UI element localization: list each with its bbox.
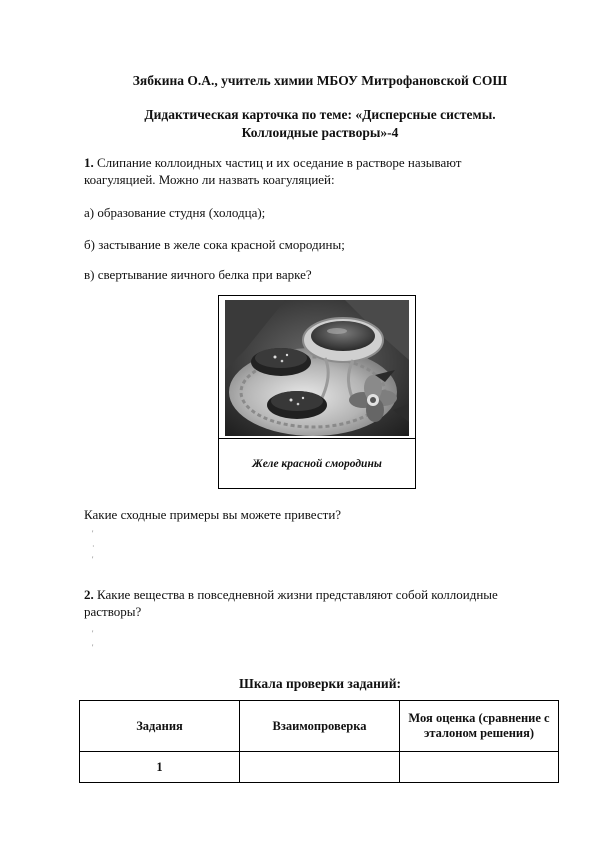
option-c: в) свертывание яичного белка при варке? [84,267,312,282]
column-header-peer-check: Взаимопроверка [240,701,400,752]
figure-caption: Желе красной смородины [252,457,382,470]
answer-marker: ' [92,555,94,564]
option-b: б) застывание в желе сока красной смородины; [84,237,345,252]
answer-marker: ' [92,529,94,538]
question-1-number: 1. [84,155,94,170]
cell-task-number: 1 [80,752,240,783]
cell-my-score[interactable] [400,752,559,783]
question-1 [84,154,534,188]
similar-examples-question: Какие сходные примеры вы можете привести? [84,507,342,522]
author-header: Зябкина О.А., учитель химии МБОУ Митрофановской СОШ [132,73,508,88]
currant-jelly-photo [225,300,409,436]
scale-title: Шкала проверки заданий: [239,676,401,691]
card-title-line-2: Коллоидные растворы»-4 [241,125,399,140]
cell-peer-check[interactable] [240,752,400,783]
check-scale-table [79,700,559,783]
answer-marker: ' [92,629,94,638]
figure-caption-cell [219,438,415,488]
question-2-text: Какие вещества в повседневной жизни представляют собой коллоидные растворы? [84,587,498,619]
column-header-tasks: Задания [80,701,240,752]
card-title-line-1: Дидактическая карточка по теме: «Дисперсные системы. [144,107,496,122]
question-1-text: Слипание коллоидных частиц и их оседание в растворе называют коагуляцией. Можно ли назвать коагуляцией: [84,155,462,187]
table-header-row [80,701,559,752]
table-row [80,752,559,783]
figure-box [218,295,416,489]
answer-marker: ' [92,643,94,652]
answer-marker: · [92,542,95,551]
question-2 [84,586,544,620]
question-2-number: 2. [84,587,94,602]
column-header-my-score: Моя оценка (сравнение с эталоном решения) [400,701,559,752]
option-a: а) образование студня (холодца); [84,205,266,220]
